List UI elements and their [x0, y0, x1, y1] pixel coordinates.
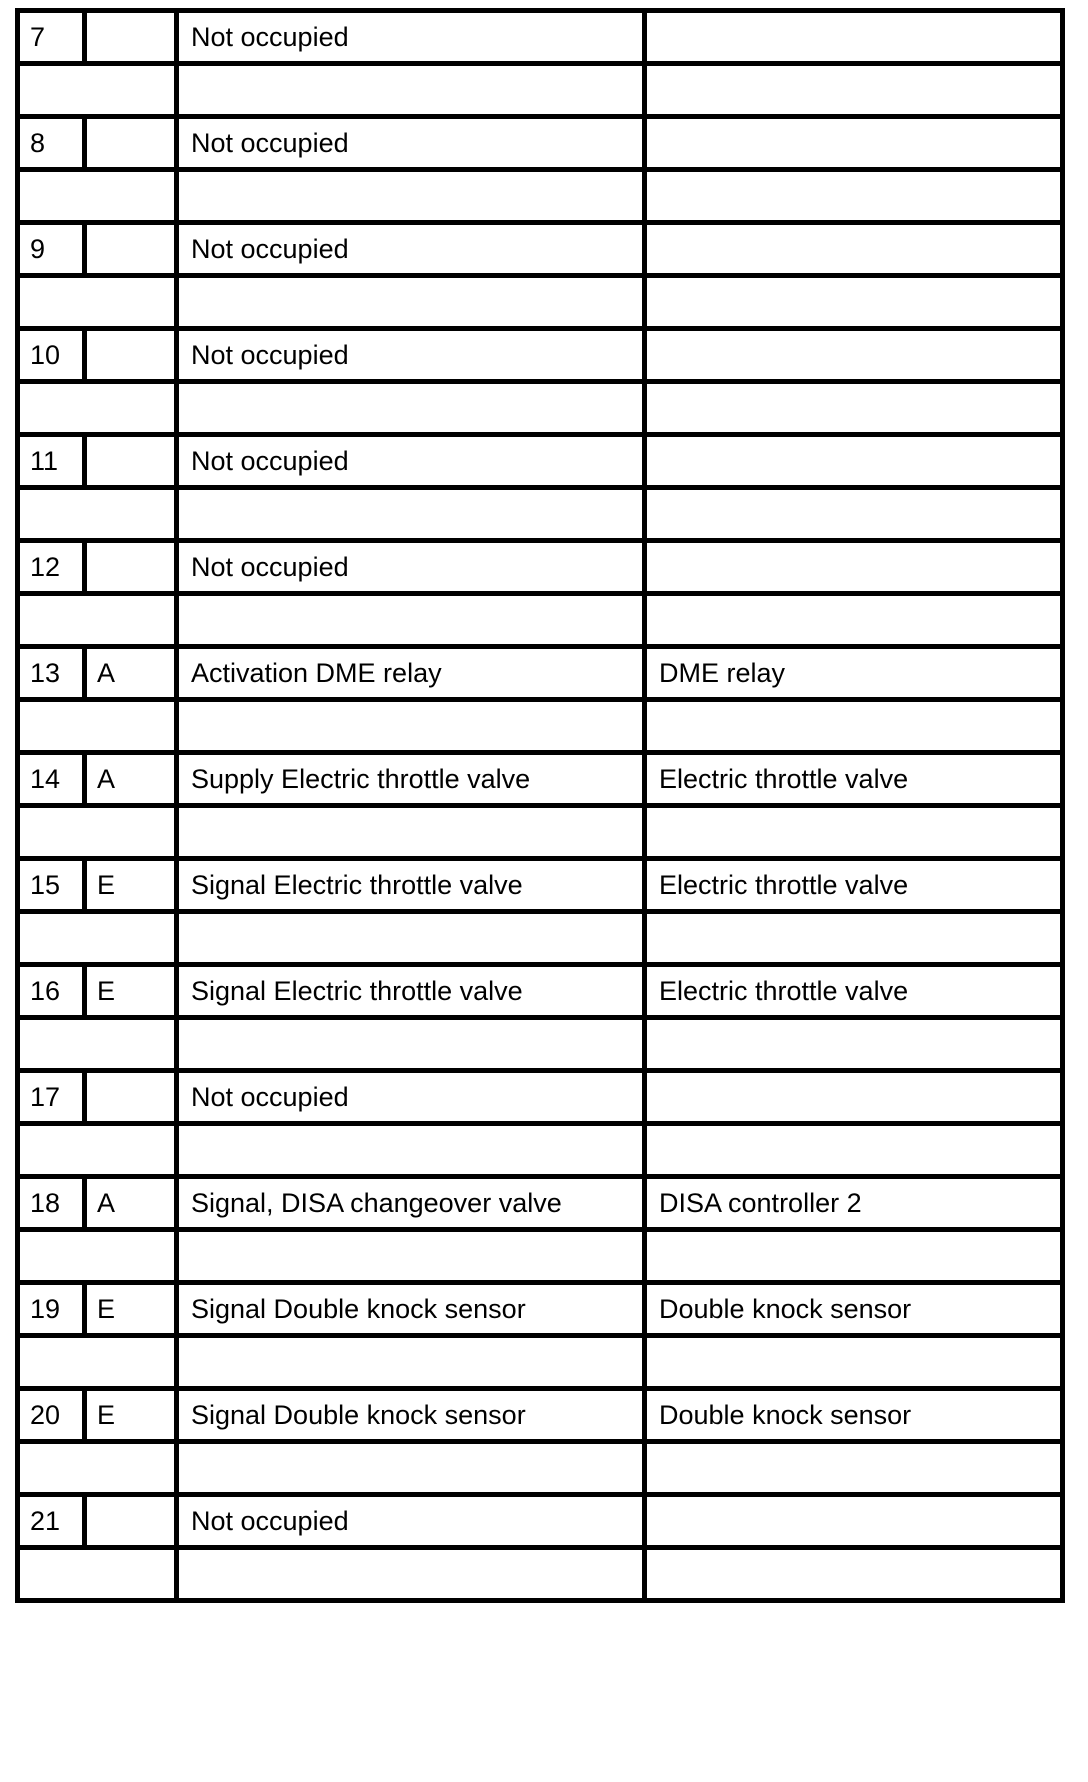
description-cell: Activation DME relay [177, 647, 645, 700]
spacer-row [18, 700, 1063, 753]
spacer-cell [18, 1018, 177, 1071]
description-cell: Not occupied [177, 329, 645, 382]
spacer-cell [177, 1230, 645, 1283]
spacer-cell [177, 488, 645, 541]
spacer-cell [177, 276, 645, 329]
description-cell: Signal, DISA changeover valve [177, 1177, 645, 1230]
table-row [18, 1283, 1063, 1336]
pin-number-cell: 20 [18, 1389, 85, 1442]
spacer-row [18, 382, 1063, 435]
table-row [18, 435, 1063, 488]
spacer-cell [18, 276, 177, 329]
description-cell: Not occupied [177, 223, 645, 276]
pin-number-cell: 13 [18, 647, 85, 700]
spacer-row [18, 276, 1063, 329]
table-row [18, 329, 1063, 382]
signal-type-cell: E [85, 1283, 177, 1336]
component-cell: Electric throttle valve [645, 753, 1063, 806]
spacer-cell [177, 700, 645, 753]
table-row [18, 1071, 1063, 1124]
spacer-cell [645, 170, 1063, 223]
component-cell [645, 1071, 1063, 1124]
pin-number-cell: 12 [18, 541, 85, 594]
table-row [18, 965, 1063, 1018]
spacer-row [18, 806, 1063, 859]
spacer-row [18, 64, 1063, 117]
signal-type-cell: A [85, 647, 177, 700]
signal-type-cell [85, 541, 177, 594]
component-cell [645, 223, 1063, 276]
spacer-cell [645, 1548, 1063, 1601]
component-cell [645, 435, 1063, 488]
spacer-cell [177, 1442, 645, 1495]
pin-number-cell: 19 [18, 1283, 85, 1336]
spacer-cell [18, 912, 177, 965]
component-cell [645, 329, 1063, 382]
signal-type-cell [85, 435, 177, 488]
spacer-cell [177, 594, 645, 647]
spacer-cell [645, 1018, 1063, 1071]
spacer-cell [177, 64, 645, 117]
spacer-row [18, 912, 1063, 965]
component-cell: Electric throttle valve [645, 965, 1063, 1018]
spacer-cell [645, 1336, 1063, 1389]
pin-number-cell: 15 [18, 859, 85, 912]
spacer-cell [645, 276, 1063, 329]
spacer-cell [18, 170, 177, 223]
component-cell [645, 541, 1063, 594]
signal-type-cell: A [85, 753, 177, 806]
spacer-cell [645, 912, 1063, 965]
spacer-cell [177, 1018, 645, 1071]
signal-type-cell [85, 117, 177, 170]
table-row [18, 1177, 1063, 1230]
spacer-cell [177, 912, 645, 965]
description-cell: Not occupied [177, 541, 645, 594]
signal-type-cell [85, 1071, 177, 1124]
spacer-cell [18, 1230, 177, 1283]
table-row [18, 1495, 1063, 1548]
signal-type-cell: E [85, 1389, 177, 1442]
spacer-cell [18, 64, 177, 117]
spacer-cell [177, 1124, 645, 1177]
spacer-cell [645, 1124, 1063, 1177]
spacer-cell [18, 594, 177, 647]
spacer-row [18, 170, 1063, 223]
signal-type-cell [85, 223, 177, 276]
description-cell: Not occupied [177, 1495, 645, 1548]
table-row [18, 647, 1063, 700]
spacer-row [18, 488, 1063, 541]
table-row [18, 859, 1063, 912]
spacer-cell [177, 170, 645, 223]
component-cell [645, 117, 1063, 170]
spacer-cell [645, 806, 1063, 859]
spacer-cell [645, 594, 1063, 647]
description-cell: Not occupied [177, 117, 645, 170]
spacer-cell [18, 1336, 177, 1389]
signal-type-cell: E [85, 965, 177, 1018]
description-cell: Signal Double knock sensor [177, 1389, 645, 1442]
signal-type-cell: E [85, 859, 177, 912]
component-cell: Double knock sensor [645, 1283, 1063, 1336]
pin-number-cell: 14 [18, 753, 85, 806]
spacer-cell [18, 806, 177, 859]
component-cell: DISA controller 2 [645, 1177, 1063, 1230]
spacer-row [18, 594, 1063, 647]
description-cell: Signal Electric throttle valve [177, 859, 645, 912]
pin-number-cell: 16 [18, 965, 85, 1018]
pin-number-cell: 11 [18, 435, 85, 488]
description-cell: Supply Electric throttle valve [177, 753, 645, 806]
table-row [18, 117, 1063, 170]
spacer-row [18, 1548, 1063, 1601]
description-cell: Signal Electric throttle valve [177, 965, 645, 1018]
pin-number-cell: 21 [18, 1495, 85, 1548]
component-cell [645, 1495, 1063, 1548]
description-cell: Not occupied [177, 1071, 645, 1124]
pin-number-cell: 10 [18, 329, 85, 382]
table-row [18, 1389, 1063, 1442]
spacer-cell [645, 382, 1063, 435]
spacer-cell [177, 382, 645, 435]
spacer-cell [18, 488, 177, 541]
component-cell: Electric throttle valve [645, 859, 1063, 912]
spacer-cell [645, 64, 1063, 117]
spacer-cell [18, 1124, 177, 1177]
table-row [18, 541, 1063, 594]
table-row [18, 223, 1063, 276]
spacer-cell [18, 382, 177, 435]
signal-type-cell [85, 11, 177, 64]
spacer-row [18, 1018, 1063, 1071]
spacer-cell [645, 700, 1063, 753]
spacer-cell [18, 700, 177, 753]
spacer-cell [645, 1442, 1063, 1495]
signal-type-cell: A [85, 1177, 177, 1230]
signal-type-cell [85, 329, 177, 382]
pin-assignment-table-body [18, 11, 1063, 1601]
spacer-cell [645, 1230, 1063, 1283]
table-row [18, 753, 1063, 806]
pin-number-cell: 9 [18, 223, 85, 276]
spacer-cell [177, 1548, 645, 1601]
component-cell [645, 11, 1063, 64]
description-cell: Not occupied [177, 435, 645, 488]
pin-number-cell: 17 [18, 1071, 85, 1124]
description-cell: Not occupied [177, 11, 645, 64]
component-cell: Double knock sensor [645, 1389, 1063, 1442]
pin-number-cell: 8 [18, 117, 85, 170]
pin-assignment-table [15, 8, 1065, 1603]
pin-number-cell: 7 [18, 11, 85, 64]
signal-type-cell [85, 1495, 177, 1548]
pin-number-cell: 18 [18, 1177, 85, 1230]
spacer-cell [177, 806, 645, 859]
spacer-row [18, 1336, 1063, 1389]
spacer-cell [18, 1548, 177, 1601]
table-row [18, 11, 1063, 64]
spacer-row [18, 1442, 1063, 1495]
spacer-row [18, 1230, 1063, 1283]
description-cell: Signal Double knock sensor [177, 1283, 645, 1336]
spacer-cell [177, 1336, 645, 1389]
spacer-cell [645, 488, 1063, 541]
spacer-row [18, 1124, 1063, 1177]
component-cell: DME relay [645, 647, 1063, 700]
spacer-cell [18, 1442, 177, 1495]
